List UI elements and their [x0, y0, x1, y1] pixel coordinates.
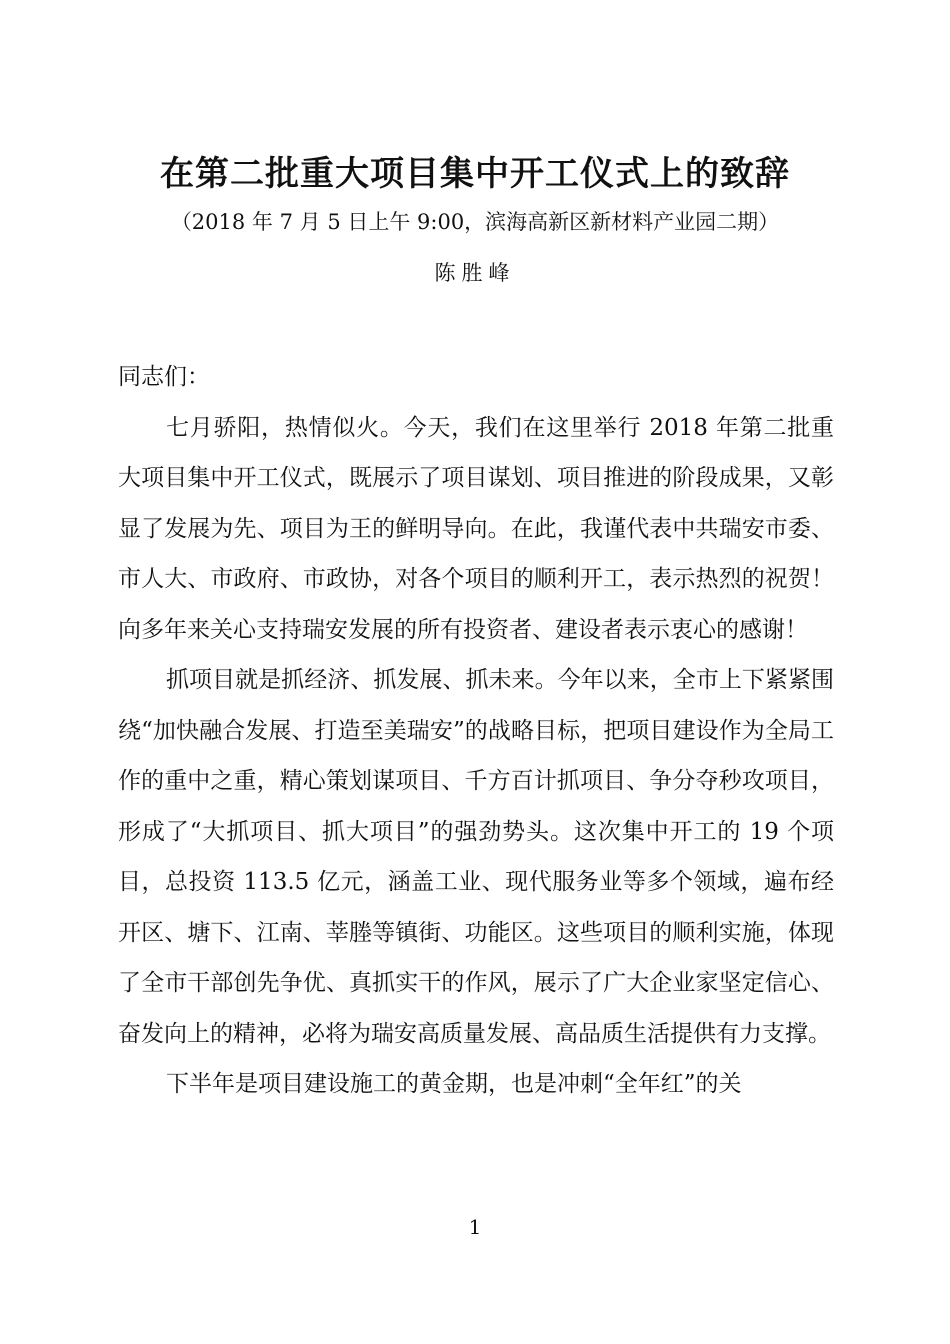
page-number: 1: [468, 1215, 482, 1239]
paragraph-3: 下半年是项目建设施工的黄金期，也是冲刺“全年红”的关: [166, 1071, 742, 1097]
paragraph-1: 七月骄阳，热情似火。今天，我们在这里举行 2018 年第二批重大项目集中开工仪式，既展示了项目谋划、项目推进的阶段成果，又彰显了发展为先、项目为王的鲜明导向。在此，我谨代表中共瑞安市委、市人大、市政府、市政协，对各个项目的顺利开工，表示热烈的祝贺！向多年来关心支持瑞安发展的所有投资者、建设者表示衷心的感谢！: [118, 414, 834, 643]
salutation: 同志们：: [118, 364, 210, 390]
document-body: [118, 352, 834, 1110]
document-title: 在第二批重大项目集中开工仪式上的致辞: [160, 154, 790, 194]
paragraph-2: 抓项目就是抓经济、抓发展、抓未来。今年以来，全市上下紧紧围绕“加快融合发展、打造至美瑞安”的战略目标，把项目建设作为全局工作的重中之重，精心策划谋项目、千方百计抓项目、争分夺秒攻项目，形成了“大抓项目、抓大项目”的强劲势头。这次集中开工的 19 个项目，总投资 113.5 亿元，涵盖工业、现代服务业等多个领域，遍布经开区、塘下、江南、莘塍等镇街、功能区。这些项目的顺利实施，体现了全市干部创先争优、真抓实干的作风，展示了广大企业家坚定信心、奋发向上的精神，必将为瑞安高质量发展、高品质生活提供有力支撑。: [118, 667, 834, 1047]
document-author: 陈胜峰: [434, 261, 516, 285]
document-subtitle: （2018 年 7 月 5 日上午 9:00，滨海高新区新材料产业园二期）: [170, 210, 780, 234]
